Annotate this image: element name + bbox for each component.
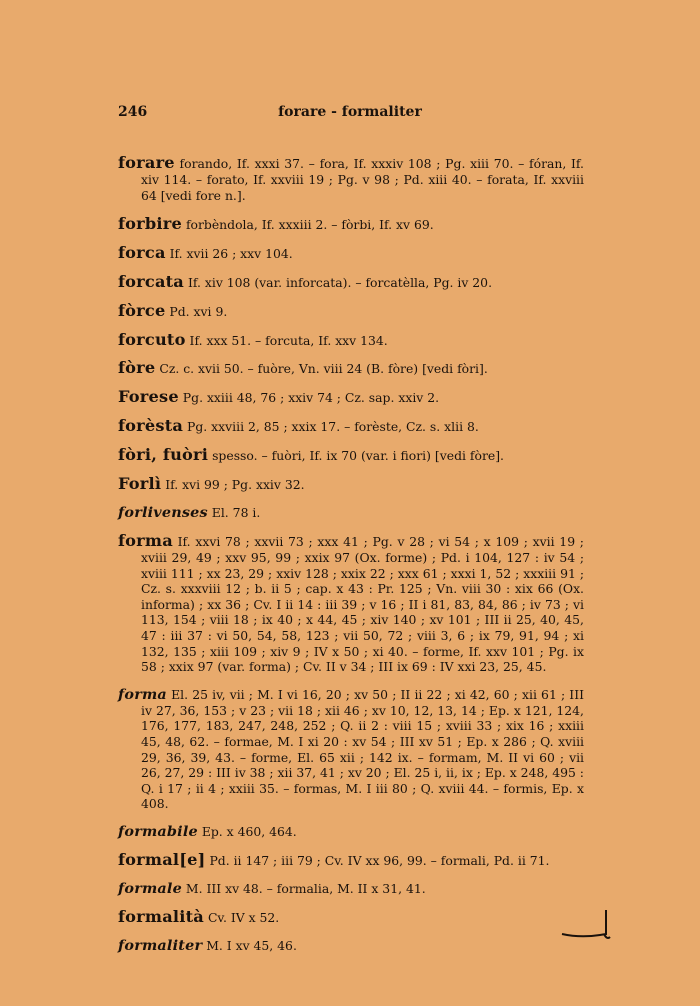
- entry: [118, 447, 584, 464]
- entry-body: M. III xv 48. – formalia, M. II x 31, 41.: [185, 881, 426, 897]
- page-number: 246: [118, 104, 148, 120]
- entry-body: El. 78 i.: [211, 505, 261, 521]
- entry: [118, 155, 584, 203]
- entry-headword: Forese: [118, 387, 179, 407]
- entry-headword: formale: [118, 880, 182, 898]
- entry-headword: forma: [118, 686, 167, 704]
- entry: [118, 418, 584, 435]
- entry: [118, 360, 584, 377]
- entry: [118, 824, 584, 840]
- entry-headword: forèsta: [118, 416, 184, 436]
- entry-body: M. I xv 45, 46.: [206, 938, 297, 954]
- entry: [118, 242, 584, 262]
- entry: [118, 938, 584, 954]
- entry: [118, 329, 584, 349]
- entry-headword: forma: [118, 531, 173, 551]
- entry-body: If. xiv 108 (var. inforcata). – forcatèlla, Pg. iv 20.: [187, 274, 493, 290]
- entry-body: forando, If. xxxi 37. – fora, If. xxxiv 108 ; Pg. xiii 70. – fóran, If. xiv 114. – forato, If. xxviii 19 ; Pg. v 98 ; Pd. xiii 40. – forata, If. xxviii 64 [vedi fore n.].: [141, 156, 584, 203]
- entry-headword: forlivenses: [118, 504, 208, 522]
- entry-body: Ep. x 460, 464.: [201, 824, 297, 840]
- entry-list: [118, 143, 584, 960]
- entry: [118, 389, 584, 406]
- entry-body: If. xxvi 78 ; xxvii 73 ; xxx 41 ; Pg. v 28 ; vi 54 ; x 109 ; xvii 19 ; xviii 29, 49 ; xxv 95, 99 ; xxix 97 (Ox. forme) ; Pd. i 104, 127 : iv 54 ; xviii 111 ; xx 23, 29 ; xxiv 128 ; xxix 22 ; xxx 61 ; xxxi 1, 52 ; xxxiii 91 ; Cz. s. xxxviii 12 ; b. ii 5 ; cap. x 43 : Pr. 125 ; Vn. viii 30 : xix 66 (Ox. informa) ; xx 36 ; Cv. I ii 14 : iii 39 ; v 16 ; II i 81, 83, 84, 86 ; iv 73 ; vi 113, 154 ; viii 18 ; ix 40 ; x 44, 45 ; xiv 140 ; xv 101 ; III ii 25, 40, 45, 47 : iii 37 : vi 50, 54, 58, 123 ; vii 50, 72 ; viii 3, 6 ; ix 79, 91, 94 ; xi 132, 135 ; xiii 109 ; xiv 9 ; IV x 50 ; xi 40. – forme, If. xxv 101 ; Pg. ix 58 ; xxix 97 (var. forma) ; Cv. II v 34 ; III ix 69 : IV xxi 23, 25, 45.: [141, 534, 584, 675]
- entry-body: El. 25 iv, vii ; M. I vi 16, 20 ; xv 50 ; II ii 22 ; xi 42, 60 ; xii 61 ; III iv 27, 36, 153 ; v 23 ; vii 18 ; xii 46 ; xv 10, 12, 13, 14 ; Ep. x 121, 124, 176, 177, 183, 247, 248, 252 ; Q. ii 2 : viii 15 ; xviii 33 ; xix 16 ; xxiii 45, 48, 62. – formae, M. I xi 20 : xv 54 ; III xv 51 ; Ep. x 286 ; Q. xviii 29, 36, 39, 43. – forme, El. 65 xii ; 142 ix. – formam, M. II vi 60 ; vii 26, 27, 29 : III iv 38 ; xii 37, 41 ; xv 20 ; El. 25 i, ii, ix ; Ep. x 248, 495 : Q. i 17 ; ii 4 ; xxiii 35. – formas, M. I iii 80 ; Q. xviii 44. – formis, Ep. x 408.: [141, 687, 584, 812]
- entry: [118, 909, 584, 926]
- entry-headword: formalità: [118, 907, 204, 927]
- entry-body: Cz. c. xvii 50. – fuòre, Vn. viii 24 (B. fòre) [vedi fòri].: [159, 361, 488, 377]
- entry-body: Pd. xvi 9.: [169, 303, 228, 319]
- entry: [118, 687, 584, 812]
- running-header: [118, 104, 582, 124]
- signature-flourish: [560, 904, 612, 944]
- entry-headword: fòre: [118, 358, 156, 378]
- entry-body: Cv. IV x 52.: [207, 910, 280, 926]
- entry-headword: forare: [118, 153, 175, 173]
- entry-body: Pg. xxiii 48, 76 ; xxiv 74 ; Cz. sap. xxiv 2.: [182, 390, 440, 406]
- entry-headword: formaliter: [118, 937, 203, 955]
- entry: [118, 476, 584, 493]
- entry: [118, 505, 584, 521]
- entry: [118, 533, 584, 674]
- entry-headword: formal[e]: [118, 850, 206, 870]
- entry-body: If. xvi 99 ; Pg. xxiv 32.: [165, 477, 305, 493]
- entry: [118, 881, 584, 897]
- entry-body: spesso. – fuòri, If. ix 70 (var. i fiori) [vedi fòre].: [212, 448, 504, 464]
- entry-headword: fòri, fuòri: [118, 445, 209, 465]
- running-title: forare - formaliter: [278, 104, 422, 120]
- entry-headword: forca: [118, 242, 166, 262]
- entry-body: forbèndola, If. xxxiii 2. – fòrbi, If. xv 69.: [185, 216, 434, 232]
- entry-headword: Forlì: [118, 474, 162, 494]
- entry-body: If. xvii 26 ; xxv 104.: [169, 245, 293, 261]
- entry-headword: fòrce: [118, 300, 166, 320]
- entry-headword: forcata: [118, 271, 184, 291]
- entry-headword: forbire: [118, 213, 182, 233]
- entry-headword: formabile: [118, 823, 198, 841]
- entry: [118, 271, 584, 291]
- entry: [118, 300, 584, 320]
- entry-body: Pd. ii 147 ; iii 79 ; Cv. IV xx 96, 99. – formali, Pd. ii 71.: [209, 853, 550, 869]
- entry: [118, 852, 584, 869]
- entry-headword: forcuto: [118, 329, 186, 349]
- entry: [118, 213, 584, 233]
- entry-body: If. xxx 51. – forcuta, If. xxv 134.: [189, 332, 388, 348]
- entry-body: Pg. xxviii 2, 85 ; xxix 17. – forèste, Cz. s. xlii 8.: [187, 419, 479, 435]
